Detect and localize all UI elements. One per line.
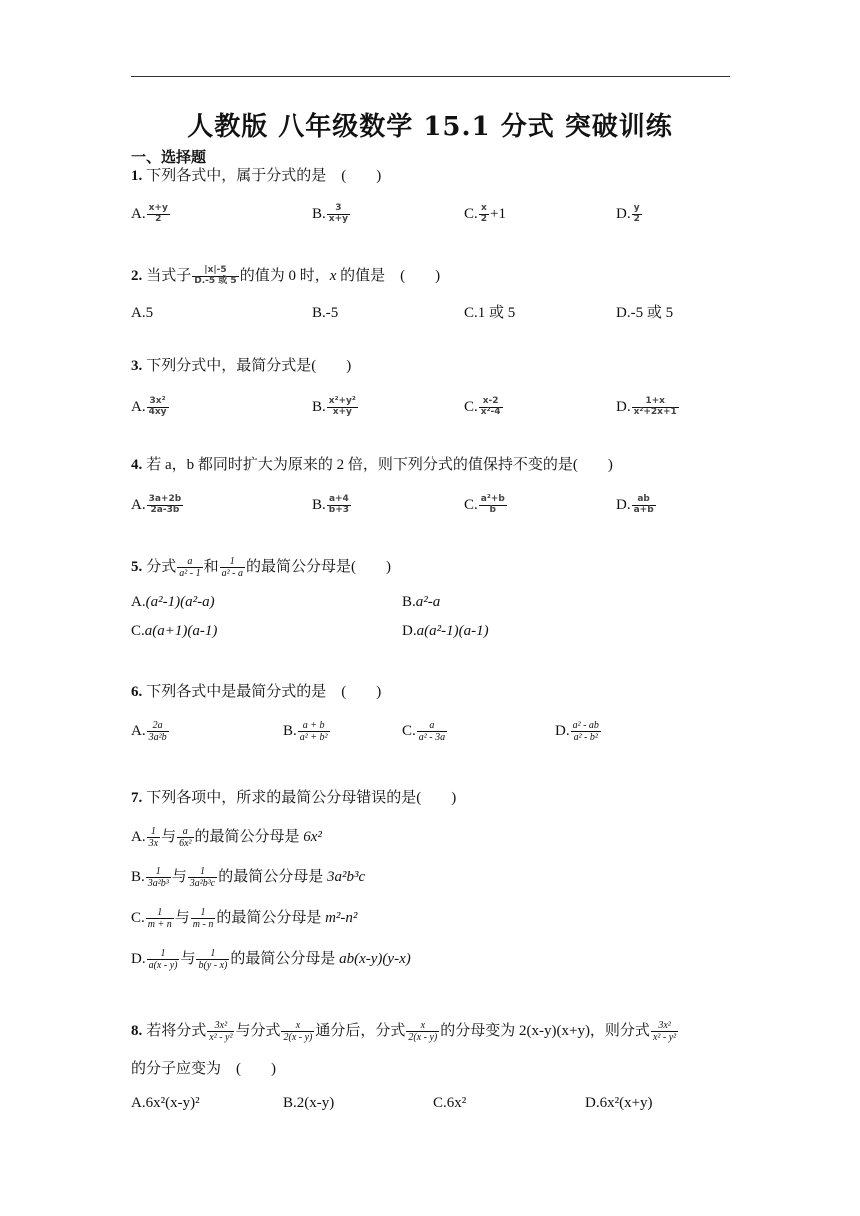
question-stem: 下列分式中，最简分式是 <box>146 358 312 374</box>
q5-option-b[interactable]: B.a²-a <box>402 594 441 610</box>
question-number: 5. <box>131 559 143 575</box>
question-5: 5. 分式 $\frac{a}{\text{a² - 1}}$ 和 $\frac{1}{\text{a² - a}}$ 的最简公分母是( ) <box>131 556 391 580</box>
answer-paren: ( ) <box>416 790 457 806</box>
q1-option-a[interactable]: A. $\frac{x+y}{2}$ <box>131 203 168 225</box>
q5-option-c[interactable]: C.a(a+1)(a-1) <box>131 623 218 639</box>
question-stem: 若将分式 <box>146 1023 207 1039</box>
q7-option-c[interactable]: C. $\frac{1}{m + n}$ 与 $\frac{1}{m - n}$ 的最简公分母是 m²-n² <box>131 907 358 931</box>
question-8: 8. 若将分式 $\frac{\text{3x²}}{\text{x² - y²}}$ 与分式 $\frac{x}{2(x - y)}$ 通分后，分式 $\frac{x}{2(x - y)}$ 的分母变为 2(x-y)(x+y)，则分式 $\frac{\text{3x²}}{\text{x² - y²}}$ <box>131 1020 677 1044</box>
q7-option-d[interactable]: D. $\frac{1}{a(x - y)}$ 与 $\frac{1}{b(y - x)}$ 的最简公分母是 ab(x-y)(y-x) <box>131 948 411 972</box>
q8-option-a[interactable]: A.6x²(x-y)² <box>131 1095 200 1111</box>
question-number: 4. <box>131 457 143 473</box>
q6-option-a[interactable]: A. $\frac{2a}{\text{3a²b}}$ <box>131 720 167 744</box>
question-number: 8. <box>131 1023 143 1039</box>
q8-option-d[interactable]: D.6x²(x+y) <box>585 1095 653 1111</box>
q3-option-c[interactable]: C. $\frac{x-2}{\text{x²-4}}$ <box>464 396 501 418</box>
question-2: 2. 当式子 $\frac{|x|-5}{\text{D.-5 或 5}}$ 的值为 0 时，x 的值是 ( ) <box>131 265 441 287</box>
question-number: 2. <box>131 268 143 284</box>
question-8-continued <box>131 1058 276 1080</box>
q1-option-d[interactable]: D. $\frac{y}{2}$ <box>616 203 640 225</box>
q4-option-d[interactable]: D. $\frac{ab}{a+b}$ <box>616 494 654 516</box>
header-rule <box>131 76 730 77</box>
answer-paren: ( ) <box>311 358 352 374</box>
question-4 <box>131 454 613 476</box>
q2-option-b[interactable]: B.-5 <box>312 305 339 321</box>
fraction: $\frac{1}{\text{a² - a}}$ <box>221 556 243 580</box>
q4-option-a[interactable]: A. $\frac{3a+2b}{2a-3b}$ <box>131 494 182 516</box>
q2-option-a[interactable]: A.5 <box>131 305 154 321</box>
answer-paren: ( ) <box>400 268 441 284</box>
q8-option-b[interactable]: B.2(x-y) <box>283 1095 335 1111</box>
question-1 <box>131 165 381 187</box>
q4-option-c[interactable]: C. $\frac{\text{a²+b}}{b}$ <box>464 494 505 516</box>
answer-paren: ( ) <box>350 559 391 575</box>
question-stem: 当式子 <box>146 268 192 284</box>
q8-option-c[interactable]: C.6x² <box>433 1095 467 1111</box>
page-title: 人教版 八年级数学 15.1 分式 突破训练 <box>187 112 673 142</box>
question-stem: 下列各项中，所求的最简公分母错误的是 <box>146 790 417 806</box>
question-stem: 的分子应变为 <box>131 1061 222 1077</box>
question-number: 6. <box>131 684 143 700</box>
q2-option-c[interactable]: C.1 或 5 <box>464 305 516 321</box>
answer-paren: ( ) <box>236 1061 277 1077</box>
question-7 <box>131 787 456 809</box>
q7-option-b[interactable]: B. $\frac{1}{\text{3a²b³}}$ 与 $\frac{1}{\text{3a²b³c}}$ 的最简公分母是 3a²b³c <box>131 866 366 890</box>
question-stem: 下列各式中是最简分式的是 <box>146 684 327 700</box>
fraction: $\frac{a}{\text{a² - 1}}$ <box>179 556 201 580</box>
fraction: $\frac{|x|-5}{\text{D.-5 或 5}}$ <box>194 265 237 287</box>
q2-option-d[interactable]: D.-5 或 5 <box>616 305 674 321</box>
answer-paren: ( ) <box>341 168 382 184</box>
section-heading: 一、选择题 <box>131 148 207 166</box>
q5-option-d[interactable]: D.a(a²-1)(a-1) <box>402 623 489 639</box>
q3-option-d[interactable]: D. $\frac{1+x}{\text{x²+2x+1}}$ <box>616 396 677 418</box>
q4-option-b[interactable]: B. $\frac{a+4}{b+3}$ <box>312 494 350 516</box>
q3-option-b[interactable]: B. $\frac{\text{x²+y²}}{x+y}$ <box>312 396 356 418</box>
question-number: 7. <box>131 790 143 806</box>
answer-paren: ( ) <box>341 684 382 700</box>
question-6 <box>131 681 381 703</box>
q3-option-a[interactable]: A. $\frac{\text{3x²}}{4xy}$ <box>131 396 167 418</box>
question-number: 1. <box>131 168 143 184</box>
question-stem: 分式 <box>146 559 177 575</box>
q5-option-a[interactable]: A.(a²-1)(a²-a) <box>131 594 215 610</box>
answer-paren: ( ) <box>572 457 613 473</box>
q6-option-d[interactable]: D. $\frac{\text{a² - ab}}{\text{a² - b²}}$ <box>555 720 599 744</box>
q6-option-c[interactable]: C. $\frac{a}{\text{a² - 3a}}$ <box>402 720 446 744</box>
q1-option-c[interactable]: C. $\frac{x}{2}$ +1 <box>464 203 506 225</box>
question-number: 3. <box>131 358 143 374</box>
question-stem: 若 a，b 都同时扩大为原来的 2 倍，则下列分式的值保持不变的是 <box>146 457 573 473</box>
q7-option-a[interactable]: A. $\frac{1}{3x}$ 与 $\frac{a}{\text{6x²}}$ 的最简公分母是 6x² <box>131 826 322 850</box>
question-3 <box>131 355 351 377</box>
q1-option-b[interactable]: B. $\frac{3}{x+y}$ <box>312 203 348 225</box>
q6-option-b[interactable]: B. $\frac{a + b}{\text{a² + b²}}$ <box>283 720 328 744</box>
question-stem: 下列各式中，属于分式的是 <box>146 168 327 184</box>
